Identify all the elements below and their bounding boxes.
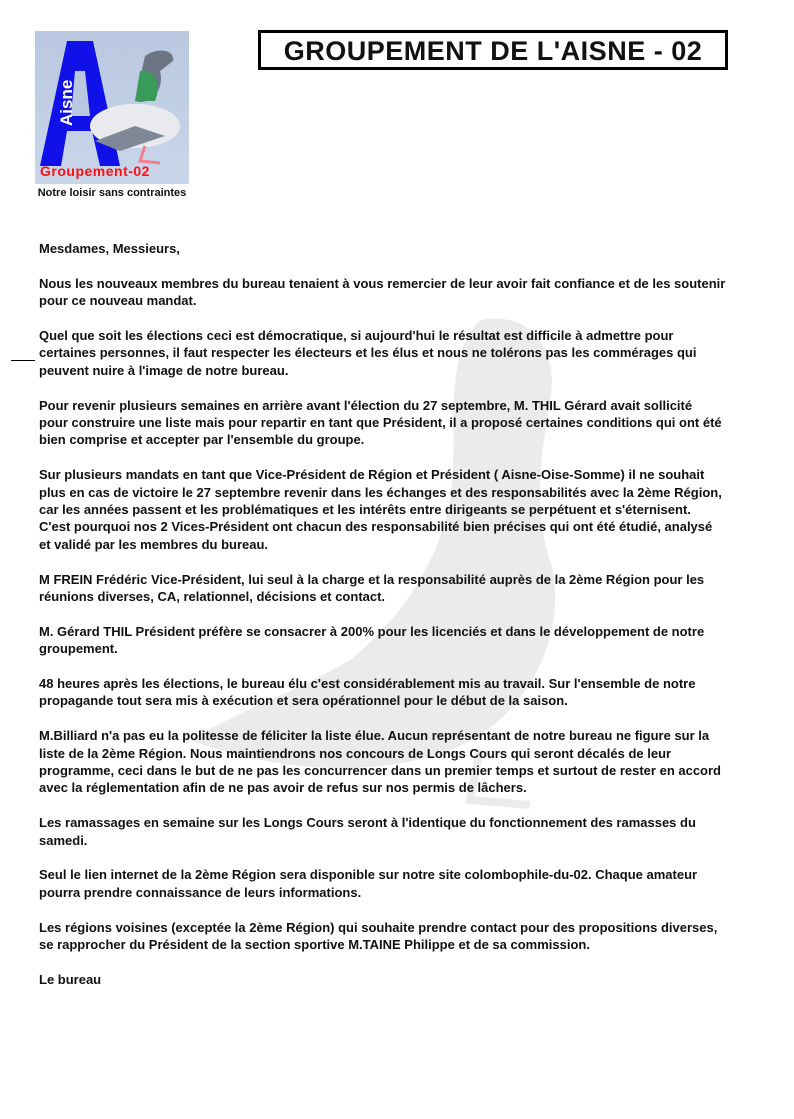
paragraph	[39, 327, 779, 379]
paragraph	[39, 571, 779, 606]
text-line: propagande tout sera mis à exécution et sera opérationnel pour le début de la saison.	[39, 693, 568, 709]
text-line: Mesdames, Messieurs,	[39, 241, 180, 256]
paragraph	[39, 675, 779, 710]
text-line: M. Gérard THIL Président préfère se consacrer à 200% pour les licenciés et dans le développement de notre	[39, 623, 705, 639]
logo-graphic	[35, 31, 189, 184]
text-line: Pour revenir plusieurs semaines en arrière avant l'élection du 27 septembre, M. THIL Gérard avait sollicité	[39, 397, 693, 413]
paragraph	[39, 275, 779, 310]
text-line: 48 heures après les élections, le bureau élu c'est considérablement mis au travail. Sur l'ensemble de notre	[39, 676, 696, 692]
text-line: bien comprise et accepter par l'ensemble du groupe.	[39, 432, 365, 448]
logo-name-text: Groupement-02	[40, 163, 150, 179]
text-line: Les ramassages en semaine sur les Longs Cours seront à l'identique du fonctionnement des ramasses du	[39, 815, 696, 831]
paragraph	[39, 727, 779, 797]
text-line: Quel que soit les élections ceci est démocratique, si aujourd'hui le résultat est difficile à admettre pour	[39, 328, 674, 343]
logo-vertical-text: Aisne	[57, 79, 76, 126]
text-line: et validé par les membres du bureau.	[39, 536, 269, 552]
paragraph	[39, 466, 779, 553]
text-line: M.Billiard n'a pas eu la politesse de féliciter la liste élue. Aucun représentant de notre bureau ne figure sur la	[39, 728, 710, 744]
text-line: réunions diverses, CA, relationnel, décisions et contact.	[39, 589, 386, 605]
page-title: GROUPEMENT DE L'AISNE - 02	[258, 30, 728, 70]
text-line: Le bureau	[39, 971, 102, 987]
text-line: peuvent nuire à l'image de notre bureau.	[39, 362, 289, 378]
paragraph	[39, 814, 779, 849]
margin-mark	[11, 360, 35, 361]
paragraph	[39, 866, 779, 901]
paragraph	[39, 623, 779, 658]
text-line: pour construire une liste mais pour repartir en tant que Président, il a proposé certaines conditions qui ont été	[39, 415, 722, 431]
text-line: M FREIN Frédéric Vice-Président, lui seul à la charge et la responsabilité auprès de la 2ème Région pour les	[39, 571, 705, 587]
text-line: Seul le lien internet de la 2ème Région sera disponible sur notre site colombophile-du-02. Chaque amateur	[39, 867, 698, 883]
text-line: avec la réglementation afin de ne pas avoir de refus sur nos permis de lâchers.	[39, 780, 527, 796]
text-line: groupement.	[39, 641, 118, 657]
text-line: car les années passent et les problématiques et les intérêts entre dirigeants se perpétuent et s'éternisent.	[39, 502, 691, 518]
letter-body	[39, 240, 779, 1006]
text-line: programme, ceci dans le but de ne pas les concurrencer dans un premier temps et surtout de rester en accord	[39, 763, 721, 779]
text-line: Les régions voisines (exceptée la 2ème Région) qui souhaite prendre contact pour des propositions diverses,	[39, 919, 718, 935]
groupement-logo	[35, 31, 189, 184]
text-line: C'est pourquoi nos 2 Vices-Président ont chacun des responsabilité bien précises qui ont été étudié, analysé	[39, 519, 713, 535]
text-line: Nous les nouveaux membres du bureau tenaient à vous remercier de leur avoir fait confiance et de les soutenir	[39, 275, 726, 291]
text-line: Sur plusieurs mandats en tant que Vice-Président de Région et Président ( Aisne-Oise-Somme) il ne souhait	[39, 467, 705, 483]
tagline: Notre loisir sans contraintes	[37, 187, 187, 199]
text-line: plus en cas de victoire le 27 septembre revenir dans les échanges et des responsabilités avec la 2ème Région,	[39, 484, 722, 500]
paragraph	[39, 240, 779, 257]
text-line: pourra prendre connaissance de leurs informations.	[39, 884, 362, 900]
paragraph	[39, 971, 779, 988]
text-line: pour ce nouveau mandat.	[39, 293, 197, 309]
paragraph	[39, 397, 779, 449]
paragraph	[39, 919, 779, 954]
text-line: se rapprocher du Président de la section sportive M.TAINE Philippe et de sa commission.	[39, 937, 590, 953]
text-line: certaines personnes, il faut respecter les électeurs et les élus et nous ne tolérons pas les commérages qui	[39, 345, 697, 361]
text-line: samedi.	[39, 832, 88, 848]
text-line: liste de la 2ème Région. Nous maintiendrons nos concours de Longs Cours qui seront décalés de leur	[39, 745, 672, 761]
